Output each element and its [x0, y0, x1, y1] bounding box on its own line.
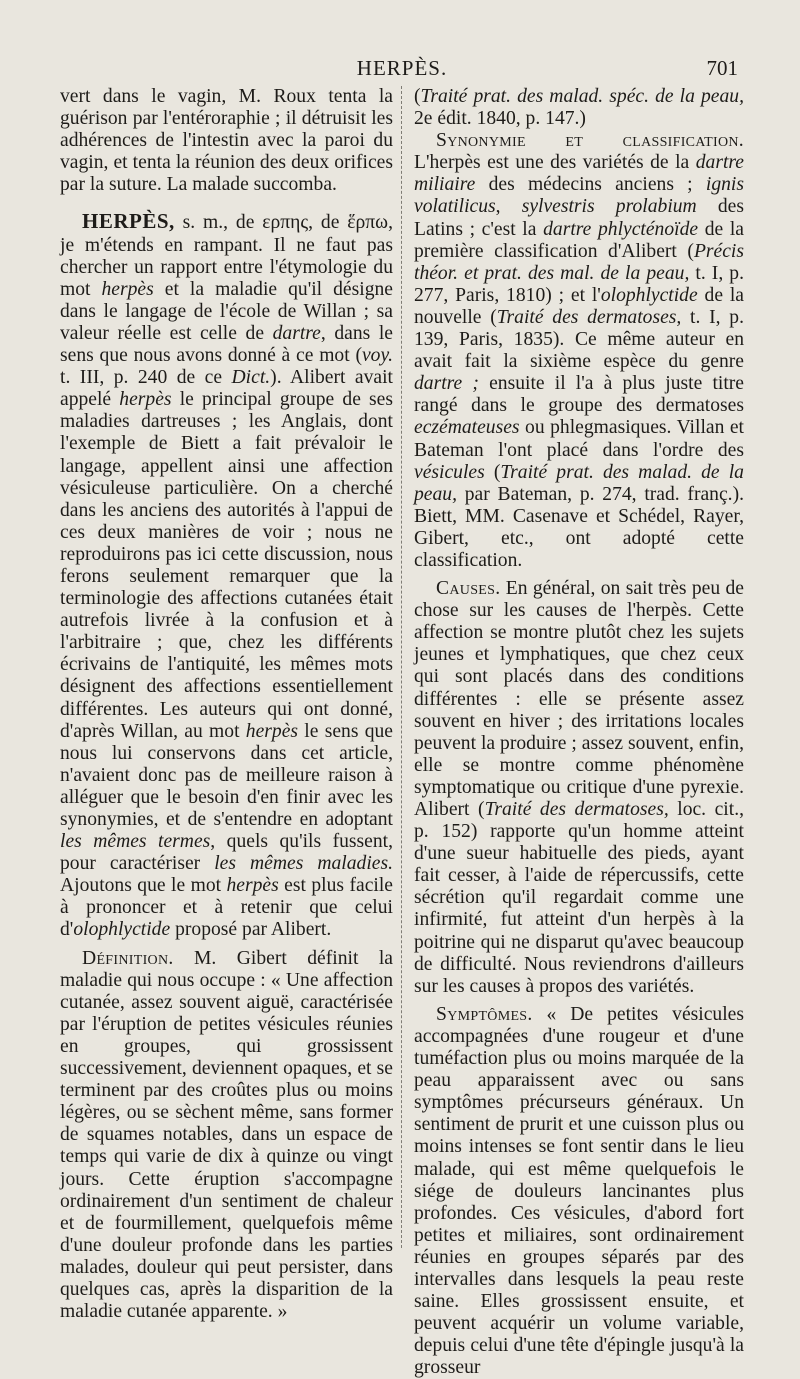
right-column [414, 86, 744, 1379]
definition-paragraph: Définition. M. Gibert définit la maladie qui nous occupe : « Une affection cutanée, assez souvent aiguë, caractérisée par l'éruption de petites vésicules réunies en groupes, qui grossissent successivement, deviennent opaques, et se terminent par des croûtes plus ou moins légères, ou se sèchent même, sans former de squames notables, dans un espace de temps qui varie de dix à quinze ou vingt jours. Cette éruption s'accompagne ordinairement d'un sentiment de chaleur et de fourmillement, quelquefois même d'une douleur profonde dans les parties malades, douleur qui peut persister, dans quelques cas, après la disparition de la maladie cutanée apparente. » [60, 947, 393, 1323]
section-heading-causes: Causes. [436, 578, 501, 600]
section-heading-definition: Définition. [82, 947, 174, 969]
column-divider [401, 86, 403, 1248]
left-column [60, 86, 393, 1323]
entry-word: HERPÈS, [82, 209, 175, 234]
section-heading-synonymy: Synonymie et classification. [436, 130, 744, 152]
page-number: 701 [706, 56, 738, 80]
section-heading-symptoms: Symptômes. [436, 1003, 533, 1025]
synonymy-paragraph: Synonymie et classification. L'herpès est une des variétés de la dartre miliaire des médecins anciens ; ignis volatilicus, sylvestris prolabium des Latins ; c'est la dartre phlycténoïde de la première classification d'Alibert (Précis théor. et prat. des mal. de la peau, t. I, p. 277, Paris, 1810) ; et l'olophlyctide de la nouvelle (Traité des dermatoses, t. I, p. 139, Paris, 1835). Ce même auteur en avait fait la sixième espèce du genre dartre ; ensuite il l'a à plus juste titre rangé dans le groupe des dermatoses eczémateuses ou phlegmasiques. Villan et Bateman l'ont placé dans l'ordre des vésicules (Traité prat. des malad. de la peau, par Bateman, p. 274, trad. franç.). Biett, MM. Casenave et Schédel, Rayer, Gibert, etc., ont adopté cette classification. [414, 130, 744, 571]
citation-continuation: (Traité prat. des malad. spéc. de la peau, 2e édit. 1840, p. 147.) [414, 86, 744, 130]
entry-herpes-paragraph: HERPÈS, s. m., de ερπης, de ἕρπω, je m'étends en rampant. Il ne faut pas chercher un rapport entre l'étymologie du mot herpès et la maladie qu'il désigne dans le langage de l'école de Willan ; sa valeur réelle est celle de dartre, dans le sens que nous avons donné à ce mot (voy. t. III, p. 240 de ce Dict.). Alibert avait appelé herpès le principal groupe de ses maladies dartreuses ; les Anglais, dont l'exemple de Biett a fait prévaloir le langage, appellent ainsi une affection vésiculeuse particulière. On a cherché dans les anciens des autorités à l'appui de ces deux manières de voir ; nous ne reproduirons pas ici cette discussion, nous ferons seulement remarquer que la terminologie des affections cutanées était autrefois livrée à la confusion et à l'arbitraire ; que, chez les différents écrivains de l'antiquité, les mêmes mots désignent des affections essentiellement différentes. Les auteurs qui ont donné, d'après Willan, au mot herpès le sens que nous lui conservons dans cet article, n'avaient donc pas de meilleure raison à alléguer que le besoin d'en finir avec les synonymies, et de s'entendre en adoptant les mêmes termes, quels qu'ils fussent, pour caractériser les mêmes maladies. Ajoutons que le mot herpès est plus facile à prononcer et à retenir que celui d'olophlyctide proposé par Alibert. [60, 209, 394, 941]
running-head [0, 56, 800, 84]
symptoms-paragraph: Symptômes. « De petites vésicules accompagnées d'une rougeur et d'une tuméfaction plus ou moins marquée de la peau apparaissent avec ou sans symptômes précurseurs généraux. Un sentiment de prurit et une cuisson plus ou moins intenses se font sentir dans le lieu malade, qui est même quelquefois le siége de douleurs lancinantes plus profondes. Ces vésicules, d'abord fort petites et miliaires, sont ordinairement réunies en groupes séparés par des intervalles dans lesquels la peau reste saine. Elles grossissent ensuite, et peuvent acquérir un volume variable, depuis celui d'une tête d'épingle jusqu'à la grosseur [414, 1003, 744, 1379]
causes-paragraph: Causes. En général, on sait très peu de chose sur les causes de l'herpès. Cette affection se montre plutôt chez les sujets jeunes et lymphatiques, que chez ceux qui sont placés dans des conditions différentes : elle se présente assez souvent en hiver ; des irritations locales peuvent la produire ; assez souvent, enfin, elle se montre comme phénomène symptomatique ou critique d'une pyrexie. Alibert (Traité des dermatoses, loc. cit., p. 152) rapporte qu'un homme atteint d'une sueur habituelle des pieds, ayant fait cesser, à l'aide de répercussifs, cette sécrétion qu'il regardait comme une infirmité, fut atteint d'un herpès à la poitrine qui ne disparut qu'avec beaucoup de difficulté. Nous reviendrons d'ailleurs sur les causes à propos des variétés. [414, 578, 744, 997]
paragraph-continuation: vert dans le vagin, M. Roux tenta la guérison par l'entéroraphie ; il détruisit les adhérences de l'intestin avec la paroi du vagin, et tenta la réunion des deux orifices par la suture. La malade succomba. [60, 86, 393, 196]
running-head-title: HERPÈS. [356, 56, 448, 80]
